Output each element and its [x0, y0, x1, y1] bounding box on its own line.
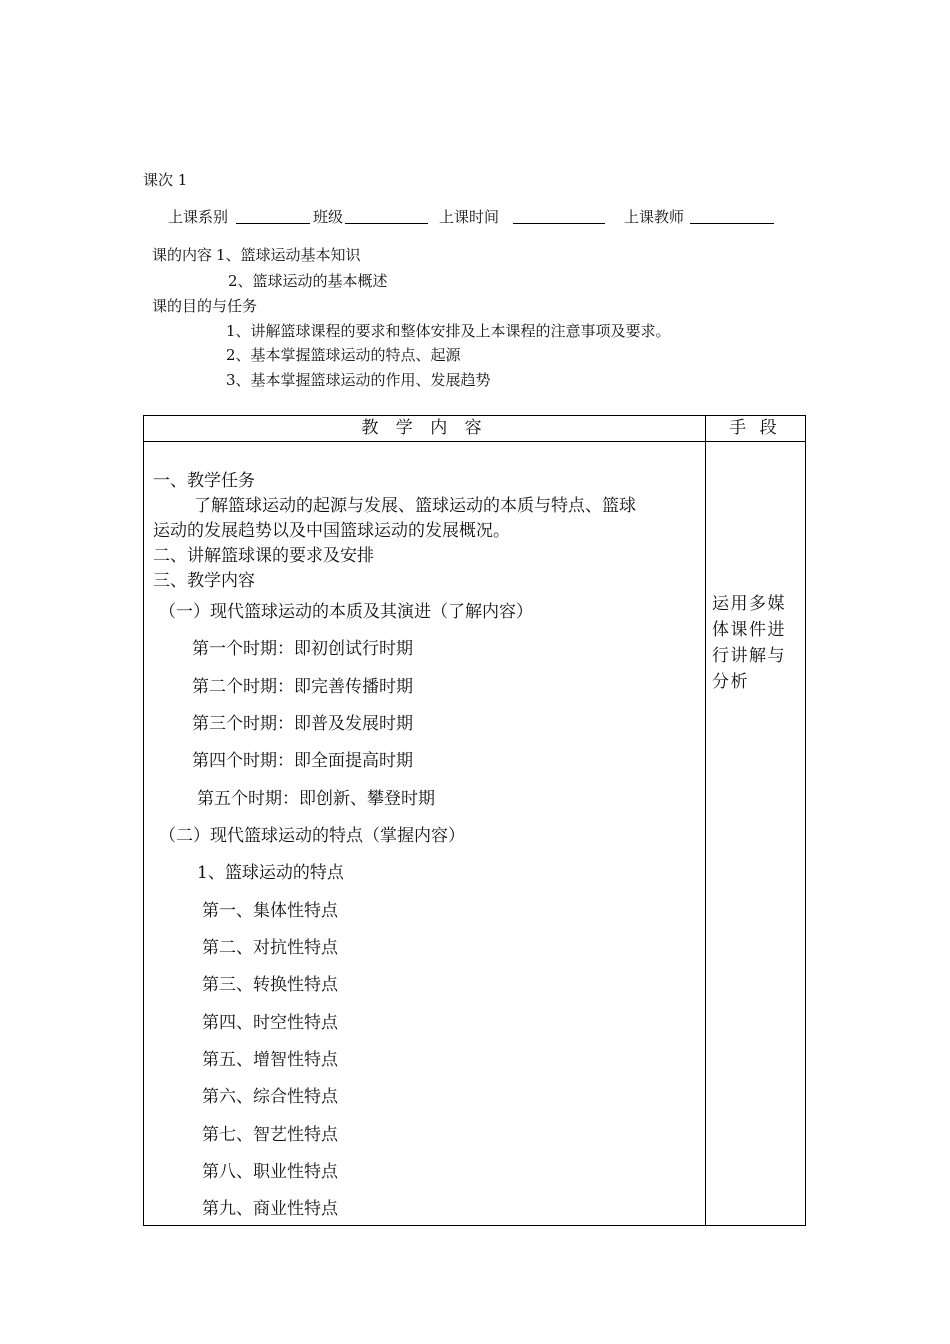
- lesson-number: 课次 1: [143, 171, 188, 189]
- list-item: 第四、时空性特点: [202, 1013, 338, 1033]
- subsection-heading: （二）现代篮球运动的特点（掌握内容）: [159, 826, 465, 846]
- goal-item: 3、基本掌握篮球运动的作用、发展趋势: [226, 371, 491, 389]
- column-divider: [705, 416, 706, 1225]
- column-header-content: 教 学 内 容: [361, 418, 488, 438]
- list-item: 第一、集体性特点: [202, 901, 338, 921]
- content-paragraph: 了解篮球运动的起源与发展、篮球运动的本质与特点、篮球: [194, 496, 636, 516]
- goal-item: 2、基本掌握篮球运动的特点、起源: [226, 346, 461, 364]
- list-item: 第八、职业性特点: [202, 1162, 338, 1182]
- list-item: 第一个时期：即初创试行时期: [192, 639, 413, 659]
- teacher-label: 上课教师: [624, 208, 685, 226]
- content-paragraph: 运动的发展趋势以及中国篮球运动的发展概况。: [153, 521, 510, 541]
- column-header-method: 手 段: [729, 418, 781, 438]
- lesson-table: [143, 415, 806, 1226]
- content-item: 2、篮球运动的基本概述: [228, 272, 388, 290]
- section-heading: 一、教学任务: [153, 471, 255, 491]
- teacher-blank[interactable]: [690, 223, 774, 224]
- subsection-heading: （一）现代篮球运动的本质及其演进（了解内容）: [159, 602, 533, 622]
- list-item: 第三、转换性特点: [202, 975, 338, 995]
- list-item: 第四个时期：即全面提高时期: [192, 751, 413, 771]
- section-heading: 三、教学内容: [153, 571, 255, 591]
- time-label: 上课时间: [439, 208, 500, 226]
- list-item: 第七、智艺性特点: [202, 1125, 338, 1145]
- list-item: 第三个时期：即普及发展时期: [192, 714, 413, 734]
- list-item: 第五、增智性特点: [202, 1050, 338, 1070]
- class-label: 班级: [313, 208, 344, 226]
- list-item: 第六、综合性特点: [202, 1087, 338, 1107]
- content-item: 1、篮球运动基本知识: [216, 246, 361, 264]
- teaching-method: 运用多媒体课件进行讲解与分析: [712, 594, 786, 692]
- list-item: 第九、商业性特点: [202, 1199, 338, 1219]
- section-heading: 二、讲解篮球课的要求及安排: [153, 546, 374, 566]
- class-blank[interactable]: [345, 223, 428, 224]
- list-item: 第二、对抗性特点: [202, 938, 338, 958]
- list-item: 1、篮球运动的特点: [197, 863, 344, 883]
- content-label: 课的内容: [152, 246, 213, 264]
- department-blank[interactable]: [236, 223, 310, 224]
- list-item: 第五个时期：即创新、攀登时期: [197, 789, 435, 809]
- department-label: 上课系别: [168, 208, 229, 226]
- header-divider: [144, 441, 805, 442]
- goals-label: 课的目的与任务: [152, 297, 258, 315]
- time-blank[interactable]: [513, 223, 605, 224]
- list-item: 第二个时期：即完善传播时期: [192, 677, 413, 697]
- goal-item: 1、讲解篮球课程的要求和整体安排及上本课程的注意事项及要求。: [226, 322, 671, 340]
